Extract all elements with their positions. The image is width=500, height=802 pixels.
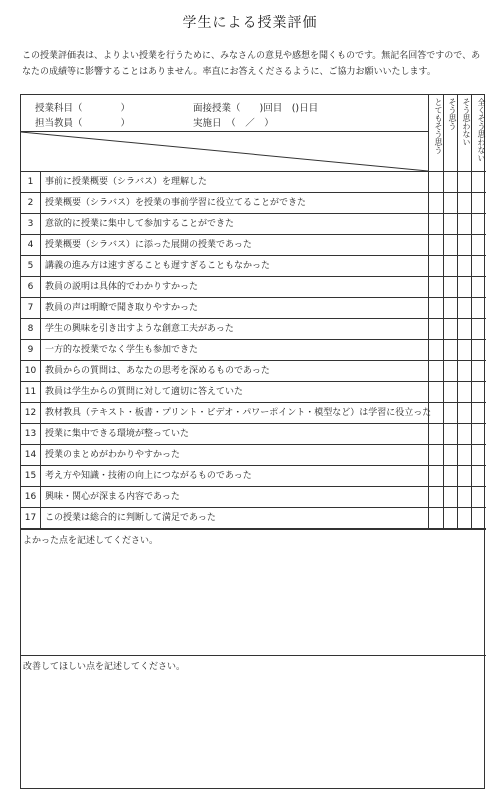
question-row: [21, 361, 486, 382]
question-row: [21, 277, 486, 298]
rating-cell[interactable]: [457, 403, 471, 423]
diagonal-cell: [21, 132, 428, 172]
rating-cell[interactable]: [443, 319, 457, 339]
question-text: 教材教具（テキスト・板書・プリント・ビデオ・パワーポイント・模型など）は学習に役立った: [45, 408, 432, 418]
question-row: [21, 172, 486, 193]
rating-cell[interactable]: [443, 403, 457, 423]
rating-cell[interactable]: [428, 403, 443, 423]
intro-text: この授業評価表は、よりよい授業を行うために、みなさんの意見や感想を聞くものです。無記名回答ですので、あなたの成績等に影響することはありません。率直にお答えくださるように、ご協力お願いいたします。: [22, 51, 481, 77]
improve-points-box[interactable]: [21, 656, 486, 788]
question-number: 1: [21, 172, 41, 192]
rating-cell[interactable]: [443, 487, 457, 507]
rating-cell[interactable]: [428, 361, 443, 381]
rating-cell[interactable]: [471, 298, 486, 318]
rating-cell[interactable]: [471, 256, 486, 276]
form-header: [21, 95, 428, 172]
rating-cell[interactable]: [428, 508, 443, 528]
question-number: 12: [21, 403, 41, 423]
question-number: 13: [21, 424, 41, 444]
rating-cell[interactable]: [428, 319, 443, 339]
rating-cell[interactable]: [457, 319, 471, 339]
col-disagree: そう思わない: [457, 95, 471, 171]
question-text: 学生の興味を引き出すような創意工夫があった: [45, 324, 234, 334]
rating-cell[interactable]: [428, 340, 443, 360]
question-row: [21, 193, 486, 214]
question-row: [21, 403, 486, 424]
question-text: 教員の説明は具体的でわかりすかった: [45, 282, 199, 292]
question-text: 授業のまとめがわかりやすかった: [45, 450, 181, 460]
rating-cell[interactable]: [471, 424, 486, 444]
question-row: [21, 382, 486, 403]
question-text: この授業は総合的に判断して満足であった: [45, 513, 216, 523]
rating-cell[interactable]: [457, 277, 471, 297]
question-number: 2: [21, 193, 41, 213]
question-text: 教員からの質問は、あなたの思考を深めるものであった: [45, 366, 270, 376]
col-agree: そう思う: [443, 95, 457, 171]
rating-cell[interactable]: [443, 466, 457, 486]
question-row: [21, 319, 486, 340]
rating-cell[interactable]: [457, 235, 471, 255]
rating-cell[interactable]: [471, 445, 486, 465]
rating-cell[interactable]: [443, 214, 457, 234]
session-field[interactable]: 面接授業（ )回目 ()日目: [193, 103, 319, 114]
rating-cell[interactable]: [471, 172, 486, 192]
question-number: 4: [21, 235, 41, 255]
question-number: 3: [21, 214, 41, 234]
rating-cell[interactable]: [457, 361, 471, 381]
rating-cell[interactable]: [457, 256, 471, 276]
question-number: 10: [21, 361, 41, 381]
rating-cell[interactable]: [471, 487, 486, 507]
rating-cell[interactable]: [471, 508, 486, 528]
question-row: [21, 487, 486, 508]
rating-cell[interactable]: [443, 277, 457, 297]
rating-cell[interactable]: [471, 382, 486, 402]
question-number: 9: [21, 340, 41, 360]
good-points-box[interactable]: [21, 529, 486, 656]
teacher-field[interactable]: 担当教員（ ）: [35, 118, 131, 129]
rating-cell[interactable]: [457, 382, 471, 402]
question-row: [21, 340, 486, 361]
rating-cell[interactable]: [443, 256, 457, 276]
question-number: 17: [21, 508, 41, 528]
improve-points-label: 改善してほしい点を記述してください。: [23, 662, 186, 672]
evaluation-form: [20, 94, 485, 789]
question-row: [21, 298, 486, 319]
question-row: [21, 466, 486, 487]
question-number: 8: [21, 319, 41, 339]
rating-cell[interactable]: [428, 172, 443, 192]
question-row: [21, 424, 486, 445]
question-row: [21, 235, 486, 256]
rating-cell[interactable]: [443, 361, 457, 381]
col-strongly-disagree: 全くそう思わない: [471, 95, 486, 171]
question-text: 教員は学生からの質問に対して適切に答えていた: [45, 387, 244, 397]
question-row: [21, 214, 486, 235]
rating-cell[interactable]: [457, 214, 471, 234]
question-number: 7: [21, 298, 41, 318]
question-number: 16: [21, 487, 41, 507]
rating-cell[interactable]: [457, 424, 471, 444]
rating-cell[interactable]: [428, 466, 443, 486]
question-number: 5: [21, 256, 41, 276]
rating-cell[interactable]: [471, 193, 486, 213]
question-number: 11: [21, 382, 41, 402]
rating-cell[interactable]: [428, 382, 443, 402]
rating-cell[interactable]: [471, 319, 486, 339]
rating-cell[interactable]: [443, 382, 457, 402]
rating-cell[interactable]: [443, 172, 457, 192]
rating-cell[interactable]: [428, 445, 443, 465]
rating-cell[interactable]: [457, 193, 471, 213]
rating-cell[interactable]: [471, 361, 486, 381]
col-strongly-agree: とてもそう思う: [428, 95, 443, 171]
rating-cell[interactable]: [457, 445, 471, 465]
rating-cell[interactable]: [471, 277, 486, 297]
rating-cell[interactable]: [443, 235, 457, 255]
rating-cell[interactable]: [457, 172, 471, 192]
rating-cell[interactable]: [457, 466, 471, 486]
rating-cell[interactable]: [428, 193, 443, 213]
rating-cell[interactable]: [443, 424, 457, 444]
question-text: 事前に授業概要（シラバス）を理解した: [45, 177, 208, 187]
question-text: 授業に集中できる環境が整っていた: [45, 429, 190, 439]
rating-cell[interactable]: [457, 508, 471, 528]
page-title: 学生による授業評価: [182, 15, 318, 31]
rating-cell[interactable]: [428, 424, 443, 444]
rating-column-headers: [428, 95, 486, 172]
rating-cell[interactable]: [428, 214, 443, 234]
rating-cell[interactable]: [443, 298, 457, 318]
rating-cell[interactable]: [428, 298, 443, 318]
rating-cell[interactable]: [457, 340, 471, 360]
question-row: [21, 256, 486, 277]
rating-cell[interactable]: [428, 235, 443, 255]
rating-cell[interactable]: [428, 256, 443, 276]
question-row: [21, 445, 486, 466]
question-text: 一方的な授業でなく学生も参加できた: [45, 345, 199, 355]
rating-cell[interactable]: [471, 340, 486, 360]
question-text: 考え方や知識・技術の向上につながるものであった: [45, 471, 252, 481]
good-points-label: よかった点を記述してください。: [23, 536, 159, 546]
question-number: 6: [21, 277, 41, 297]
question-row: [21, 508, 486, 529]
rating-cell[interactable]: [443, 193, 457, 213]
question-rows: [21, 172, 486, 529]
question-text: 興味・関心が深まる内容であった: [45, 492, 180, 502]
rating-cell[interactable]: [428, 277, 443, 297]
question-text: 授業概要（シラバス）を授業の事前学習に役立てることができた: [45, 198, 307, 208]
question-number: 15: [21, 466, 41, 486]
question-text: 授業概要（シラバス）に添った展開の授業であった: [45, 240, 252, 250]
question-number: 14: [21, 445, 41, 465]
question-text: 講義の進み方は速すぎることも遅すぎることもなかった: [45, 261, 271, 271]
subject-field[interactable]: 授業科目（ ）: [35, 103, 131, 114]
course-info: [21, 95, 428, 132]
rating-cell[interactable]: [471, 403, 486, 423]
rating-cell[interactable]: [471, 466, 486, 486]
rating-cell[interactable]: [443, 340, 457, 360]
rating-cell[interactable]: [471, 235, 486, 255]
rating-cell[interactable]: [428, 487, 443, 507]
rating-cell[interactable]: [443, 445, 457, 465]
rating-cell[interactable]: [471, 214, 486, 234]
date-field[interactable]: 実施日 （ ／ ）: [193, 118, 274, 129]
rating-cell[interactable]: [443, 508, 457, 528]
question-text: 意欲的に授業に集中して参加することができた: [45, 219, 235, 229]
question-text: 教員の声は明瞭で聞き取りやすかった: [45, 303, 199, 313]
rating-cell[interactable]: [457, 487, 471, 507]
rating-cell[interactable]: [457, 298, 471, 318]
